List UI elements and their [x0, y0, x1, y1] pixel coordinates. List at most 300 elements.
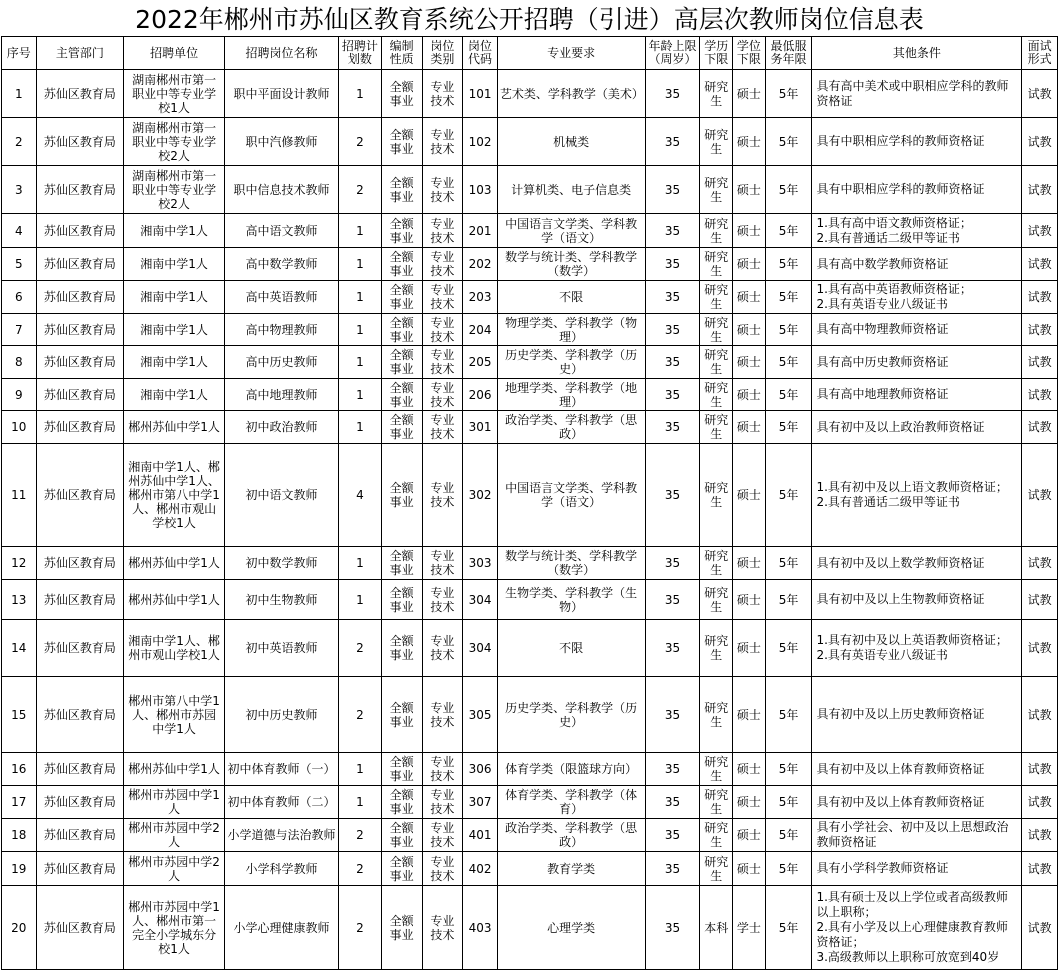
other-line: 具有初中及以上数学教师资格证 [816, 555, 985, 570]
cell-no: 12 [2, 547, 37, 580]
cell-service: 5年 [765, 314, 812, 346]
cell-service: 5年 [765, 620, 812, 677]
cell-nature: 全额事业 [381, 852, 422, 886]
other-line: 具有初中及以上政治教师资格证 [816, 419, 985, 434]
cell-count: 1 [339, 547, 382, 580]
cell-edu: 研究生 [700, 248, 733, 281]
cell-degree: 硕士 [733, 580, 766, 620]
cell-code: 304 [463, 580, 498, 620]
other-line: 2.具有小学及以上心理健康教育教师资格证； [816, 920, 1008, 949]
other-line: 2.具有普通话二级甲等证书 [816, 230, 960, 245]
cell-unit: 郴州市苏园中学2人 [124, 819, 225, 852]
cell-interview: 试教 [1022, 444, 1058, 547]
cell-dept: 苏仙区教育局 [36, 677, 124, 753]
table-row [2, 753, 1058, 786]
cell-edu: 研究生 [700, 166, 733, 214]
cell-service: 5年 [765, 346, 812, 379]
cell-dept: 苏仙区教育局 [36, 214, 124, 248]
cell-age: 35 [645, 314, 700, 346]
cell-age: 35 [645, 786, 700, 819]
cell-interview: 试教 [1022, 677, 1058, 753]
cell-unit: 郴州市第八中学1人、郴州市苏园中学1人 [124, 677, 225, 753]
table-row [2, 281, 1058, 314]
cell-degree: 硕士 [733, 677, 766, 753]
cell-dept: 苏仙区教育局 [36, 411, 124, 444]
cell-no: 13 [2, 580, 37, 620]
cell-service: 5年 [765, 677, 812, 753]
cell-edu: 研究生 [700, 444, 733, 547]
cell-other [812, 753, 1022, 786]
cell-major: 中国语言文学类、学科教学（语文） [497, 214, 645, 248]
cell-position: 高中英语教师 [224, 281, 338, 314]
table-row [2, 214, 1058, 248]
cell-nature: 全额事业 [381, 248, 422, 281]
cell-position: 高中语文教师 [224, 214, 338, 248]
cell-nature: 全额事业 [381, 314, 422, 346]
cell-category: 专业技术 [422, 70, 463, 118]
cell-age: 35 [645, 118, 700, 166]
cell-code: 102 [463, 118, 498, 166]
cell-nature: 全额事业 [381, 346, 422, 379]
cell-major: 数学与统计类、学科教学（数学） [497, 248, 645, 281]
cell-count: 2 [339, 620, 382, 677]
cell-interview: 试教 [1022, 852, 1058, 886]
cell-interview: 试教 [1022, 314, 1058, 346]
cell-unit: 湘南中学1人 [124, 379, 225, 411]
cell-dept: 苏仙区教育局 [36, 819, 124, 852]
header-row [2, 37, 1058, 70]
table-row [2, 677, 1058, 753]
cell-interview: 试教 [1022, 346, 1058, 379]
header-category: 岗位类别 [422, 37, 463, 70]
other-line: 具有高中地理教师资格证 [816, 387, 949, 401]
cell-age: 35 [645, 819, 700, 852]
cell-major: 物理学类、学科教学（物理） [497, 314, 645, 346]
cell-interview: 试教 [1022, 620, 1058, 677]
cell-other [812, 411, 1022, 444]
cell-major: 不限 [497, 281, 645, 314]
cell-major: 不限 [497, 620, 645, 677]
other-line: 2.具有英语专业八级证书 [816, 297, 948, 311]
other-line: 2.具有普通话二级甲等证书 [816, 495, 960, 509]
cell-other [812, 819, 1022, 852]
cell-category: 专业技术 [422, 118, 463, 166]
cell-degree: 硕士 [733, 620, 766, 677]
cell-dept: 苏仙区教育局 [36, 70, 124, 118]
header-other: 其他条件 [812, 37, 1022, 70]
cell-edu: 研究生 [700, 580, 733, 620]
cell-dept: 苏仙区教育局 [36, 444, 124, 547]
table-row [2, 379, 1058, 411]
cell-count: 1 [339, 281, 382, 314]
cell-dept: 苏仙区教育局 [36, 547, 124, 580]
cell-category: 专业技术 [422, 620, 463, 677]
cell-degree: 硕士 [733, 248, 766, 281]
cell-nature: 全额事业 [381, 547, 422, 580]
cell-major: 政治学类、学科教学（思政） [497, 411, 645, 444]
cell-no: 15 [2, 677, 37, 753]
cell-edu: 研究生 [700, 620, 733, 677]
cell-count: 1 [339, 379, 382, 411]
cell-other [812, 118, 1022, 166]
cell-degree: 硕士 [733, 444, 766, 547]
cell-nature: 全额事业 [381, 214, 422, 248]
cell-major: 教育学类 [497, 852, 645, 886]
cell-interview: 试教 [1022, 411, 1058, 444]
cell-major: 心理学类 [497, 886, 645, 970]
cell-degree: 硕士 [733, 214, 766, 248]
table-row [2, 580, 1058, 620]
cell-count: 1 [339, 70, 382, 118]
cell-category: 专业技术 [422, 547, 463, 580]
header-dept: 主管部门 [36, 37, 124, 70]
cell-code: 401 [463, 819, 498, 852]
cell-edu: 研究生 [700, 346, 733, 379]
cell-unit: 郴州苏仙中学1人 [124, 547, 225, 580]
cell-degree: 硕士 [733, 314, 766, 346]
cell-age: 35 [645, 852, 700, 886]
cell-code: 306 [463, 753, 498, 786]
cell-unit: 郴州市苏园中学1人 [124, 786, 225, 819]
cell-position: 小学科学教师 [224, 852, 338, 886]
cell-nature: 全额事业 [381, 444, 422, 547]
cell-other [812, 166, 1022, 214]
cell-age: 35 [645, 620, 700, 677]
cell-degree: 硕士 [733, 819, 766, 852]
cell-count: 1 [339, 753, 382, 786]
cell-age: 35 [645, 346, 700, 379]
cell-major: 体育学类（限篮球方向） [497, 753, 645, 786]
cell-position: 初中体育教师（一） [224, 753, 338, 786]
cell-category: 专业技术 [422, 248, 463, 281]
cell-no: 5 [2, 248, 37, 281]
other-line: 具有高中美术或中职相应学科的教师资格证 [816, 78, 1009, 108]
cell-count: 2 [339, 166, 382, 214]
cell-degree: 硕士 [733, 166, 766, 214]
cell-interview: 试教 [1022, 248, 1058, 281]
cell-unit: 湘南中学1人 [124, 248, 225, 281]
cell-service: 5年 [765, 753, 812, 786]
header-position: 招聘岗位名称 [224, 37, 338, 70]
cell-age: 35 [645, 444, 700, 547]
page-title: 2022年郴州市苏仙区教育系统公开招聘（引进）高层次教师岗位信息表 [135, 5, 924, 34]
other-line: 具有高中历史教师资格证 [816, 354, 949, 369]
cell-interview: 试教 [1022, 379, 1058, 411]
cell-age: 35 [645, 411, 700, 444]
cell-code: 202 [463, 248, 498, 281]
cell-position: 高中物理教师 [224, 314, 338, 346]
cell-no: 4 [2, 214, 37, 248]
table-row [2, 886, 1058, 970]
table-row [2, 620, 1058, 677]
cell-code: 303 [463, 547, 498, 580]
other-line: 3.高级教师以上职称可放宽到40岁 [816, 950, 1000, 964]
cell-service: 5年 [765, 886, 812, 970]
cell-category: 专业技术 [422, 346, 463, 379]
cell-position: 职中信息技术教师 [224, 166, 338, 214]
cell-edu: 研究生 [700, 379, 733, 411]
cell-count: 2 [339, 118, 382, 166]
cell-position: 初中语文教师 [224, 444, 338, 547]
cell-dept: 苏仙区教育局 [36, 379, 124, 411]
cell-category: 专业技术 [422, 281, 463, 314]
cell-nature: 全额事业 [381, 379, 422, 411]
cell-edu: 研究生 [700, 314, 733, 346]
cell-edu: 研究生 [700, 411, 733, 444]
cell-no: 18 [2, 819, 37, 852]
cell-service: 5年 [765, 819, 812, 852]
header-count: 招聘计划数 [339, 37, 382, 70]
cell-other [812, 346, 1022, 379]
cell-edu: 研究生 [700, 214, 733, 248]
cell-code: 204 [463, 314, 498, 346]
cell-no: 9 [2, 379, 37, 411]
cell-degree: 硕士 [733, 346, 766, 379]
cell-age: 35 [645, 753, 700, 786]
cell-degree: 硕士 [733, 70, 766, 118]
cell-count: 1 [339, 248, 382, 281]
other-line: 1.具有硕士及以上学位或者高级教师以上职称； [816, 890, 1008, 919]
cell-count: 1 [339, 786, 382, 819]
cell-other [812, 580, 1022, 620]
other-line: 具有初中及以上体育教师资格证 [816, 794, 985, 809]
cell-edu: 研究生 [700, 118, 733, 166]
cell-degree: 硕士 [733, 786, 766, 819]
cell-dept: 苏仙区教育局 [36, 620, 124, 677]
cell-interview: 试教 [1022, 118, 1058, 166]
other-line: 1.具有高中英语教师资格证； [816, 282, 972, 296]
other-line: 具有中职相应学科的教师资格证 [816, 134, 985, 148]
other-line: 1.具有高中语文教师资格证； [816, 215, 972, 230]
cell-unit: 湖南郴州市第一职业中等专业学校2人 [124, 118, 225, 166]
cell-category: 专业技术 [422, 411, 463, 444]
cell-nature: 全额事业 [381, 819, 422, 852]
table-row [2, 166, 1058, 214]
table-row [2, 248, 1058, 281]
cell-major: 历史学类、学科教学（历史） [497, 346, 645, 379]
header-interview: 面试形式 [1022, 37, 1058, 70]
cell-dept: 苏仙区教育局 [36, 786, 124, 819]
other-line: 2.具有英语专业八级证书 [816, 648, 948, 662]
cell-nature: 全额事业 [381, 580, 422, 620]
cell-unit: 湖南郴州市第一职业中等专业学校2人 [124, 166, 225, 214]
cell-age: 35 [645, 70, 700, 118]
cell-position: 小学道德与法治教师 [224, 819, 338, 852]
header-age: 年龄上限（周岁） [645, 37, 700, 70]
other-line: 具有高中物理教师资格证 [816, 322, 949, 336]
other-line: 1.具有初中及以上语文教师资格证； [816, 480, 1008, 494]
cell-no: 1 [2, 70, 37, 118]
cell-dept: 苏仙区教育局 [36, 580, 124, 620]
cell-other [812, 677, 1022, 753]
table-body [2, 70, 1058, 970]
cell-unit: 湘南中学1人 [124, 281, 225, 314]
cell-position: 职中平面设计教师 [224, 70, 338, 118]
cell-unit: 郴州市苏园中学2人 [124, 852, 225, 886]
header-edu: 学历下限 [700, 37, 733, 70]
cell-degree: 硕士 [733, 379, 766, 411]
cell-code: 203 [463, 281, 498, 314]
cell-unit: 湘南中学1人 [124, 314, 225, 346]
cell-service: 5年 [765, 166, 812, 214]
cell-dept: 苏仙区教育局 [36, 166, 124, 214]
cell-major: 生物学类、学科教学（生物） [497, 580, 645, 620]
cell-nature: 全额事业 [381, 620, 422, 677]
cell-code: 302 [463, 444, 498, 547]
cell-code: 206 [463, 379, 498, 411]
cell-edu: 本科 [700, 886, 733, 970]
cell-no: 20 [2, 886, 37, 970]
table-row [2, 346, 1058, 379]
cell-position: 高中数学教师 [224, 248, 338, 281]
cell-position: 高中地理教师 [224, 379, 338, 411]
cell-major: 计算机类、电子信息类 [497, 166, 645, 214]
cell-count: 1 [339, 314, 382, 346]
cell-degree: 硕士 [733, 753, 766, 786]
cell-age: 35 [645, 281, 700, 314]
cell-degree: 硕士 [733, 281, 766, 314]
cell-service: 5年 [765, 580, 812, 620]
cell-category: 专业技术 [422, 886, 463, 970]
table-row [2, 786, 1058, 819]
header-major: 专业要求 [497, 37, 645, 70]
cell-nature: 全额事业 [381, 411, 422, 444]
cell-age: 35 [645, 580, 700, 620]
cell-unit: 郴州市苏园中学1人、郴州市第一完全小学城东分校1人 [124, 886, 225, 970]
cell-interview: 试教 [1022, 580, 1058, 620]
cell-interview: 试教 [1022, 753, 1058, 786]
cell-code: 304 [463, 620, 498, 677]
cell-no: 2 [2, 118, 37, 166]
cell-dept: 苏仙区教育局 [36, 248, 124, 281]
cell-interview: 试教 [1022, 166, 1058, 214]
cell-interview: 试教 [1022, 214, 1058, 248]
other-line: 1.具有初中及以上英语教师资格证； [816, 633, 1008, 647]
cell-unit: 郴州苏仙中学1人 [124, 753, 225, 786]
cell-category: 专业技术 [422, 786, 463, 819]
cell-dept: 苏仙区教育局 [36, 886, 124, 970]
cell-code: 402 [463, 852, 498, 886]
cell-interview: 试教 [1022, 786, 1058, 819]
cell-unit: 郴州苏仙中学1人 [124, 580, 225, 620]
cell-major: 机械类 [497, 118, 645, 166]
cell-unit: 郴州苏仙中学1人 [124, 411, 225, 444]
header-service: 最低服务年限 [765, 37, 812, 70]
header-no: 序号 [2, 37, 37, 70]
table-row [2, 852, 1058, 886]
cell-nature: 全额事业 [381, 281, 422, 314]
cell-edu: 研究生 [700, 547, 733, 580]
cell-edu: 研究生 [700, 677, 733, 753]
cell-no: 14 [2, 620, 37, 677]
cell-code: 103 [463, 166, 498, 214]
cell-dept: 苏仙区教育局 [36, 852, 124, 886]
cell-other [812, 70, 1022, 118]
cell-dept: 苏仙区教育局 [36, 314, 124, 346]
cell-interview: 试教 [1022, 281, 1058, 314]
table-row [2, 314, 1058, 346]
cell-major: 艺术类、学科教学（美术） [497, 70, 645, 118]
cell-category: 专业技术 [422, 166, 463, 214]
cell-category: 专业技术 [422, 753, 463, 786]
cell-dept: 苏仙区教育局 [36, 281, 124, 314]
cell-service: 5年 [765, 547, 812, 580]
cell-major: 体育学类、学科教学（体育） [497, 786, 645, 819]
cell-unit: 湘南中学1人 [124, 214, 225, 248]
cell-service: 5年 [765, 281, 812, 314]
cell-position: 小学心理健康教师 [224, 886, 338, 970]
header-code: 岗位代码 [463, 37, 498, 70]
cell-category: 专业技术 [422, 819, 463, 852]
header-unit: 招聘单位 [124, 37, 225, 70]
cell-code: 205 [463, 346, 498, 379]
cell-service: 5年 [765, 786, 812, 819]
cell-category: 专业技术 [422, 852, 463, 886]
cell-age: 35 [645, 547, 700, 580]
cell-degree: 学士 [733, 886, 766, 970]
cell-dept: 苏仙区教育局 [36, 753, 124, 786]
cell-interview: 试教 [1022, 547, 1058, 580]
cell-nature: 全额事业 [381, 753, 422, 786]
cell-age: 35 [645, 166, 700, 214]
cell-nature: 全额事业 [381, 677, 422, 753]
recruitment-table [1, 36, 1058, 970]
table-row [2, 547, 1058, 580]
cell-major: 中国语言文学类、学科教学（语文） [497, 444, 645, 547]
cell-no: 10 [2, 411, 37, 444]
cell-count: 4 [339, 444, 382, 547]
cell-count: 1 [339, 214, 382, 248]
cell-edu: 研究生 [700, 753, 733, 786]
cell-service: 5年 [765, 379, 812, 411]
cell-age: 35 [645, 379, 700, 411]
cell-count: 2 [339, 886, 382, 970]
cell-nature: 全额事业 [381, 118, 422, 166]
cell-position: 高中历史教师 [224, 346, 338, 379]
cell-major: 数学与统计类、学科教学（数学） [497, 547, 645, 580]
cell-count: 1 [339, 346, 382, 379]
cell-nature: 全额事业 [381, 166, 422, 214]
cell-position: 初中体育教师（二） [224, 786, 338, 819]
cell-unit: 湘南中学1人、郴州苏仙中学1人、郴州市第八中学1人、郴州市观山学校1人 [124, 444, 225, 547]
table-row [2, 70, 1058, 118]
cell-position: 初中数学教师 [224, 547, 338, 580]
cell-code: 305 [463, 677, 498, 753]
cell-other [812, 444, 1022, 547]
cell-major: 政治学类、学科教学（思政） [497, 819, 645, 852]
cell-no: 8 [2, 346, 37, 379]
cell-no: 16 [2, 753, 37, 786]
cell-code: 101 [463, 70, 498, 118]
cell-degree: 硕士 [733, 547, 766, 580]
cell-edu: 研究生 [700, 819, 733, 852]
cell-position: 初中政治教师 [224, 411, 338, 444]
cell-other [812, 314, 1022, 346]
cell-service: 5年 [765, 70, 812, 118]
cell-category: 专业技术 [422, 677, 463, 753]
other-line: 具有中职相应学科的教师资格证 [816, 182, 985, 196]
other-line: 具有高中数学教师资格证 [816, 256, 949, 271]
cell-edu: 研究生 [700, 281, 733, 314]
cell-position: 初中生物教师 [224, 580, 338, 620]
cell-other [812, 379, 1022, 411]
cell-other [812, 214, 1022, 248]
cell-service: 5年 [765, 248, 812, 281]
cell-count: 1 [339, 411, 382, 444]
cell-count: 2 [339, 819, 382, 852]
cell-category: 专业技术 [422, 379, 463, 411]
cell-code: 403 [463, 886, 498, 970]
